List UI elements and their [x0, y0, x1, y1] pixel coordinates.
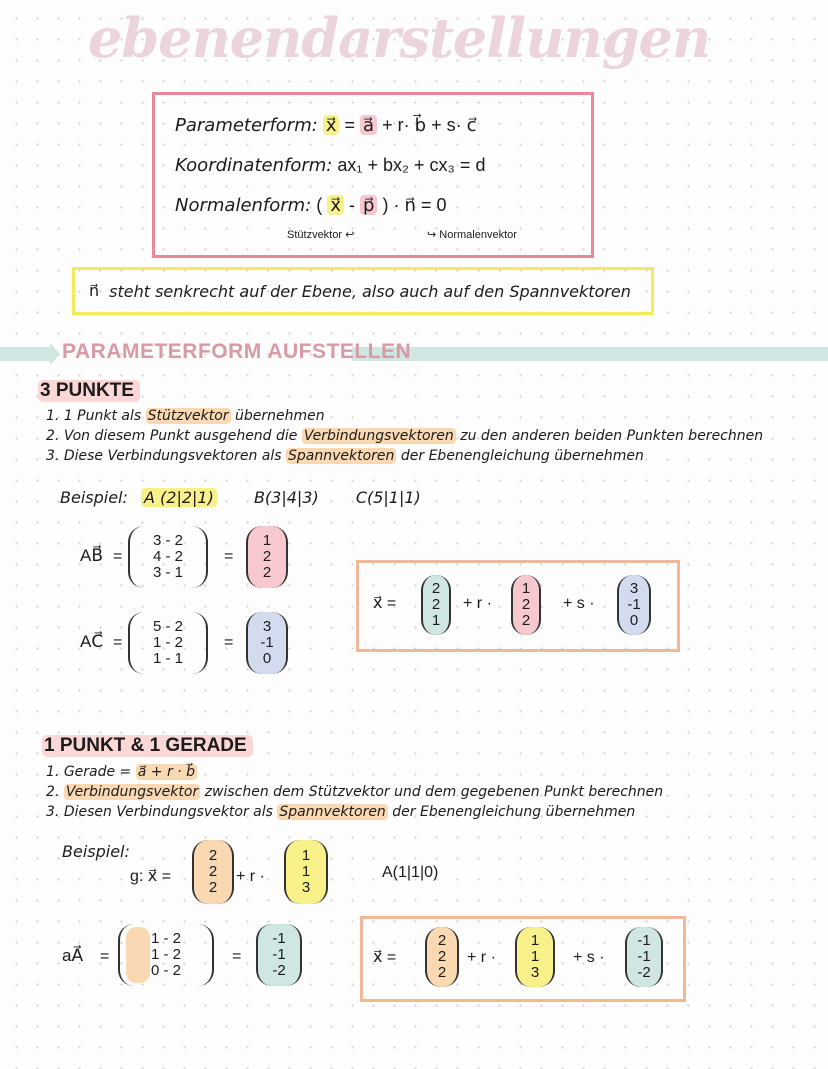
arrow-hook-right-icon: ↪	[427, 229, 437, 241]
vec-entry: 2	[521, 612, 531, 629]
result-x-symbol: x⃗	[373, 595, 383, 612]
line-g-plus-r: + r ·	[236, 868, 265, 885]
koord-d: d	[475, 155, 486, 175]
ab-row: 3 - 1	[152, 564, 183, 581]
koordinaten-form-label: Koordinatenform:	[175, 155, 333, 176]
step-pre: Diese Verbindungsvektoren als	[63, 448, 282, 464]
three-points-heading: 3 PUNKTE	[38, 380, 140, 402]
section-band-right	[352, 347, 828, 361]
parameter-s: s·	[446, 115, 462, 135]
step-highlight: Spannvektoren	[279, 804, 386, 820]
aa-row: 1 - 2	[150, 930, 181, 947]
ab-eq2: =	[224, 548, 234, 565]
result2-x-symbol: x⃗	[373, 949, 383, 966]
ac-result-vector	[246, 612, 288, 674]
arrow-left-icon: ↩	[345, 229, 355, 241]
vec-entry: 2	[431, 580, 441, 597]
three-points-example	[60, 488, 421, 507]
vec-entry: 2	[431, 596, 441, 613]
parameter-form-row	[175, 115, 477, 136]
three-points-step-2	[46, 428, 763, 444]
result-eq: =	[386, 595, 397, 612]
point-a-coords: (2|2|1)	[160, 488, 214, 507]
parameter-eq: =	[344, 115, 356, 135]
vec-entry: 3	[530, 964, 540, 981]
line-g-support	[192, 840, 234, 904]
step-highlight: Verbindungsvektor	[65, 784, 199, 800]
parameter-a: a⃗	[360, 115, 377, 135]
aa-label: aA⃗	[62, 946, 84, 965]
line-g	[130, 866, 171, 886]
vec-entry: 2	[262, 564, 272, 581]
note-text: steht senkrecht auf der Ebene, also auch auf den Spannvektoren	[109, 281, 631, 301]
vec-entry: 1	[530, 948, 540, 965]
vec-entry: -1	[272, 946, 286, 963]
vec-entry: 1	[431, 612, 441, 629]
line-g-x: x⃗	[147, 868, 158, 885]
vec-entry: 0	[629, 612, 639, 629]
vec-entry: 2	[437, 964, 447, 981]
vec-entry: -1	[627, 596, 641, 613]
normalen-rpar: )	[382, 195, 389, 215]
result2-support-vector	[425, 927, 459, 987]
koordinaten-form-row	[175, 155, 485, 176]
aa-highlight	[126, 927, 150, 983]
forms-box	[152, 92, 594, 258]
vec-entry: 3	[301, 879, 311, 896]
point-line-step-3	[46, 804, 635, 820]
normalen-lpar: (	[316, 195, 323, 215]
point-a	[141, 488, 217, 507]
point-a-name: A	[143, 488, 155, 507]
koord-term3: cx₃	[429, 155, 455, 175]
ab-row: 4 - 2	[152, 548, 183, 565]
ab-label: AB⃗	[80, 546, 104, 565]
ab-eq: =	[113, 548, 123, 565]
vec-entry: 2	[437, 932, 447, 949]
point-line-example-label: Beispiel:	[62, 842, 130, 861]
normalen-form-label: Normalenform:	[175, 195, 312, 216]
normalenvektor-note-text: Normalenvektor	[439, 229, 517, 241]
point-line-heading: 1 PUNKT & 1 GERADE	[42, 735, 253, 757]
point-b: B(3|4|3)	[253, 488, 319, 507]
step-highlight: Stützvektor	[147, 408, 229, 424]
vec-entry: 1	[301, 863, 311, 880]
normalen-minus: -	[348, 195, 355, 215]
step-highlight: a⃗ + r · b⃗	[137, 764, 195, 780]
normalen-eq: =	[420, 195, 432, 215]
step-pre: Gerade =	[63, 764, 132, 780]
aa-row: 1 - 2	[150, 946, 181, 963]
result2-span-vector-2	[625, 927, 663, 987]
step-num: 3.	[46, 804, 60, 820]
step-post: übernehmen	[234, 408, 325, 424]
step-num: 2.	[46, 428, 60, 444]
ac-label: AC⃗	[80, 632, 104, 651]
koord-term1: ax₁	[337, 155, 363, 175]
support-vector	[421, 575, 451, 635]
line-g-eq: =	[161, 868, 172, 885]
vec-entry: 0	[262, 650, 272, 667]
vec-entry: 2	[208, 879, 218, 896]
three-points-step-1	[46, 408, 325, 424]
ab-subtraction	[128, 526, 208, 588]
step-num: 2.	[46, 784, 60, 800]
step-pre: Diesen Verbindungsvektor als	[63, 804, 273, 820]
point-c: C(5|1|1)	[355, 488, 421, 507]
ac-eq2: =	[224, 634, 234, 651]
vec-entry: -1	[637, 932, 651, 949]
stuetzvektor-note-text: Stützvektor	[287, 229, 343, 241]
parameter-b: b⃗	[414, 115, 427, 135]
parameter-c: c⃗	[466, 115, 477, 135]
vec-entry: 2	[262, 548, 272, 565]
normalen-p: p⃗	[360, 195, 377, 215]
normalen-zero: 0	[436, 195, 447, 215]
step-num: 1.	[46, 408, 60, 424]
koord-plus1: +	[367, 155, 378, 175]
aa-eq2: =	[232, 948, 242, 965]
vec-entry: -2	[637, 964, 651, 981]
normalen-x: x⃗	[327, 195, 344, 215]
vec-entry: -1	[637, 948, 651, 965]
ab-result-vector	[246, 526, 288, 588]
vec-entry: 3	[629, 580, 639, 597]
point-line-step-1	[46, 764, 197, 780]
vec-entry: -1	[260, 634, 274, 651]
vec-entry: 3	[262, 618, 272, 635]
normalen-form-row	[175, 195, 446, 216]
parameter-form-label: Parameterform:	[175, 115, 318, 136]
vec-entry: 2	[437, 948, 447, 965]
ab-row: 3 - 2	[152, 532, 183, 549]
vec-entry: 1	[262, 532, 272, 549]
point-a-given: A(1|1|0)	[382, 864, 439, 881]
koord-eq: =	[459, 155, 471, 175]
line-g-direction	[284, 840, 328, 904]
result-x	[373, 593, 396, 613]
result2-x	[373, 947, 396, 967]
result2-eq: =	[386, 949, 397, 966]
vec-entry: -1	[272, 930, 286, 947]
section-band-left	[0, 347, 50, 361]
ac-subtraction	[128, 612, 208, 674]
page-title: ebenendarstellungen	[88, 6, 711, 70]
step-post: zu den anderen beiden Punkten berechnen	[460, 428, 764, 444]
ac-row: 1 - 2	[152, 634, 183, 651]
step-num: 3.	[46, 448, 60, 464]
normal-vector-note	[72, 267, 654, 315]
vec-entry: 2	[208, 863, 218, 880]
step-post: der Ebenengleichung übernehmen	[400, 448, 644, 464]
aa-result-vector	[256, 924, 302, 986]
parameter-x: x⃗	[323, 115, 340, 135]
result-plus-s: + s ·	[563, 595, 595, 612]
step-highlight: Verbindungsvektoren	[303, 428, 454, 444]
ac-row: 1 - 1	[152, 650, 183, 667]
ac-row: 5 - 2	[152, 618, 183, 635]
section-band-arrow	[50, 343, 60, 365]
note-n: n⃗	[89, 283, 100, 300]
section-heading: PARAMETERFORM AUFSTELLEN	[62, 340, 412, 363]
step-num: 1.	[46, 764, 60, 780]
result-plus-r: + r ·	[463, 595, 492, 612]
vec-entry: 2	[521, 596, 531, 613]
step-post: zwischen dem Stützvektor und dem gegebenen Punkt berechnen	[204, 784, 664, 800]
span-vector-1	[511, 575, 541, 635]
example-label: Beispiel:	[60, 488, 128, 507]
aa-subtraction	[118, 924, 214, 986]
result2-plus-s: + s ·	[573, 949, 605, 966]
point-line-result-box	[360, 916, 686, 1002]
parameter-r: r·	[397, 115, 410, 135]
line-g-label: g:	[130, 868, 144, 885]
point-line-step-2	[46, 784, 663, 800]
three-points-result-box	[356, 560, 680, 652]
span-vector-2	[617, 575, 651, 635]
step-post: der Ebenengleichung übernehmen	[392, 804, 636, 820]
stuetzvektor-note	[287, 228, 354, 241]
normalen-n: n⃗	[404, 195, 416, 215]
koord-plus2: +	[414, 155, 425, 175]
koord-term2: bx₂	[383, 155, 409, 175]
aa-eq: =	[100, 948, 110, 965]
vec-entry: 1	[521, 580, 531, 597]
aa-row: 0 - 2	[150, 962, 181, 979]
step-pre: 1 Punkt als	[63, 408, 142, 424]
parameter-plus2: +	[431, 115, 442, 135]
vec-entry: -2	[272, 962, 286, 979]
vec-entry: 1	[530, 932, 540, 949]
vec-entry: 1	[301, 847, 311, 864]
ac-eq: =	[113, 634, 123, 651]
parameter-plus1: +	[382, 115, 393, 135]
step-pre: Von diesem Punkt ausgehend die	[63, 428, 298, 444]
result2-span-vector-1	[515, 927, 555, 987]
three-points-step-3	[46, 448, 644, 464]
normalenvektor-note	[427, 228, 517, 241]
step-highlight: Spannvektoren	[288, 448, 395, 464]
vec-entry: 2	[208, 847, 218, 864]
normalen-dot: ·	[393, 195, 400, 215]
result2-plus-r: + r ·	[467, 949, 496, 966]
